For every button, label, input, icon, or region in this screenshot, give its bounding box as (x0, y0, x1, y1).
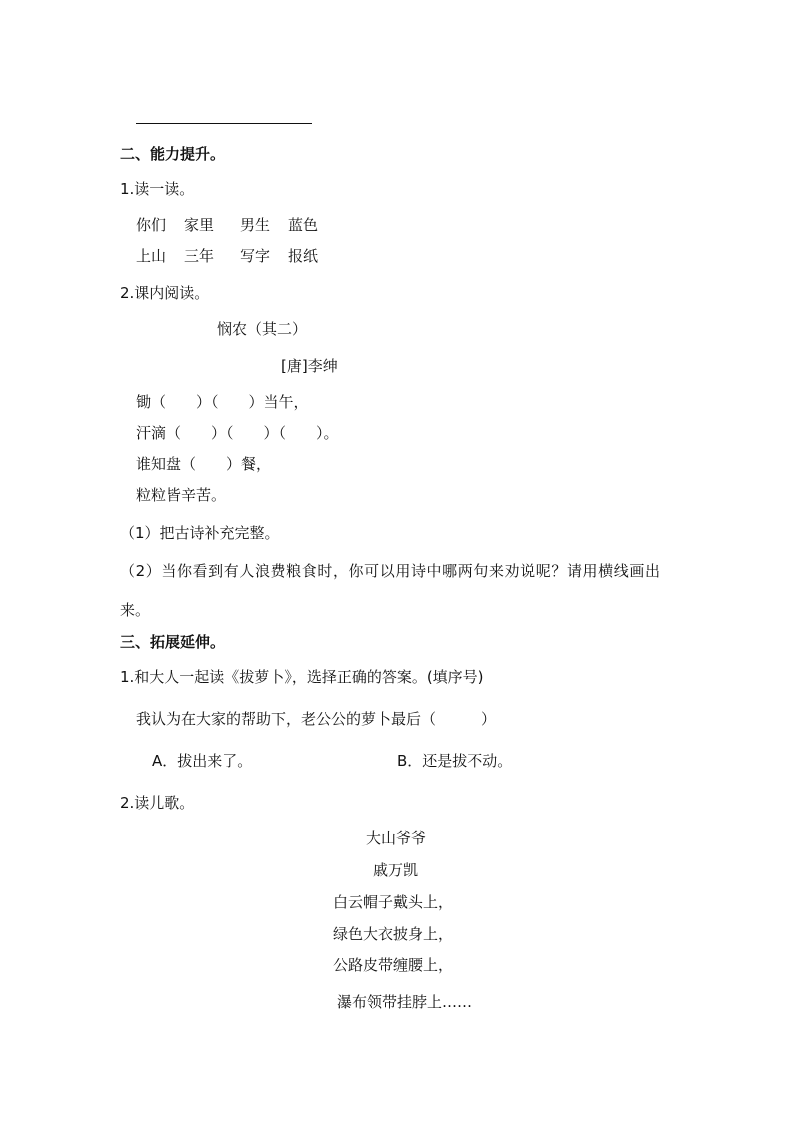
question-title: 2.读儿歌。 (120, 794, 195, 812)
word-item: 你们 (136, 216, 167, 234)
sub-question: （2）当你看到有人浪费粮食时，你可以用诗中哪两句来劝说呢？请用横线画出 (120, 562, 661, 580)
poem-line: 谁知盘（ ）餐， (136, 455, 272, 473)
poem-line: 粒粒皆辛苦。 (136, 486, 227, 504)
word-item: 蓝色 (288, 216, 319, 234)
word-item: 写字 (240, 247, 271, 265)
song-line: 绿色大衣披身上， (333, 925, 454, 943)
section-heading-extension: 三、拓展延伸。 (120, 633, 226, 651)
option-a: A．拔出来了。 (152, 752, 253, 770)
word-item: 三年 (184, 247, 215, 265)
poem-line: 锄（ ）（ ）当午， (136, 393, 309, 411)
word-item: 男生 (240, 216, 271, 234)
song-line: 公路皮带缠腰上， (333, 956, 454, 974)
poem-author: [唐]李绅 (281, 357, 338, 375)
top-answer-line (136, 123, 312, 124)
word-item: 上山 (136, 247, 167, 265)
song-title: 大山爷爷 (366, 829, 427, 847)
question-title: 1.和大人一起读《拔萝卜》，选择正确的答案。(填序号) (120, 668, 484, 686)
question-title: 1.读一读。 (120, 180, 195, 198)
section-heading-ability: 二、能力提升。 (120, 145, 226, 163)
word-item: 报纸 (288, 247, 319, 265)
poem-line: 汗滴（ ）（ ）（ ）。 (136, 424, 339, 442)
sub-question-continuation: 来。 (120, 601, 151, 619)
song-line: 白云帽子戴头上， (333, 893, 454, 911)
question-title: 2.课内阅读。 (120, 284, 210, 302)
option-b: B．还是拔不动。 (397, 752, 513, 770)
poem-title: 悯农（其二） (217, 320, 308, 338)
song-line: 瀑布领带挂脖上…… (337, 993, 473, 1011)
song-author: 戚万凯 (373, 861, 419, 879)
question-prompt: 我认为在大家的帮助下，老公公的萝卜最后（ ） (136, 710, 497, 728)
sub-question: （1）把古诗补充完整。 (120, 524, 280, 542)
word-item: 家里 (184, 216, 215, 234)
